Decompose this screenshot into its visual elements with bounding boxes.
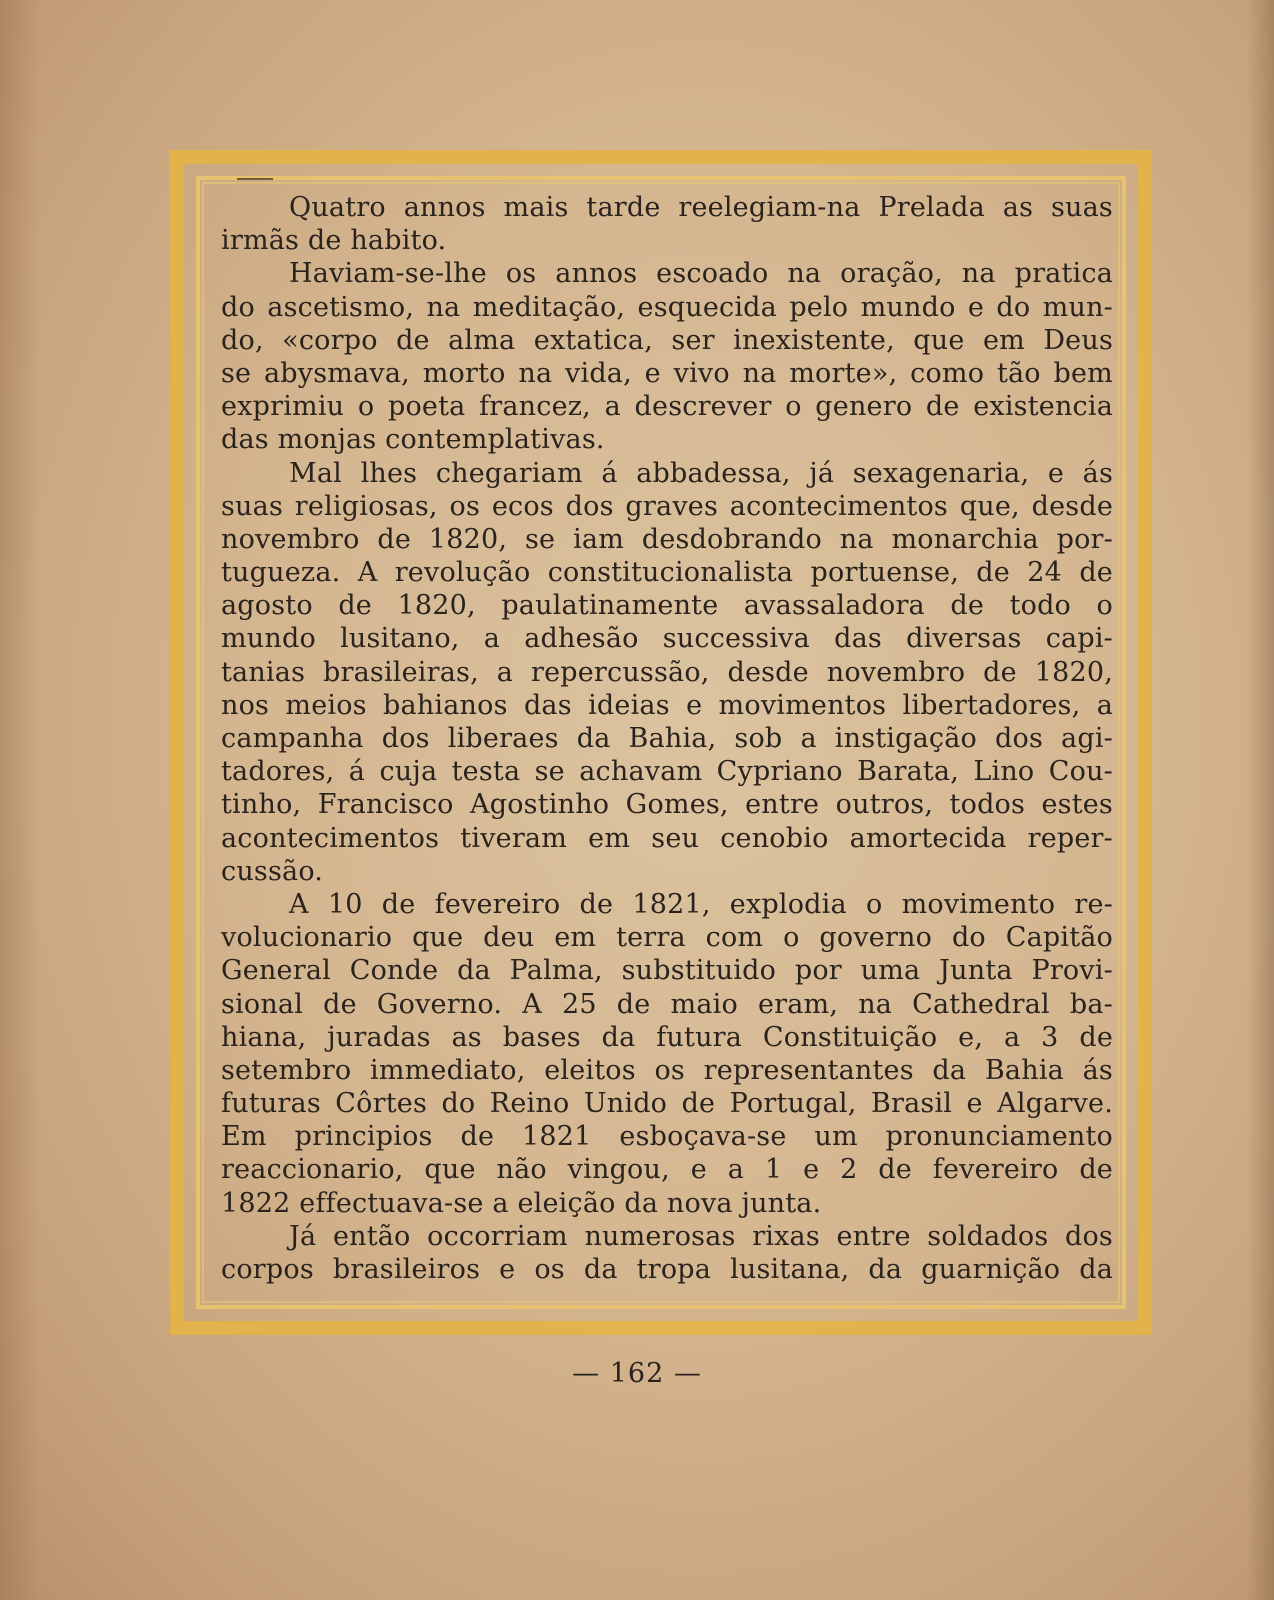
text-line: Quatro annos mais tarde reelegiam-na Prelada as suas [289, 192, 1113, 223]
text-line: irmãs de habito. [221, 225, 447, 257]
text-line: tugueza. A revolução constitucionalista portuense, de 24 de [221, 557, 1113, 589]
paragraph [221, 457, 1113, 888]
text-line: A 10 de fevereiro de 1821, explodia o movimento re- [289, 888, 1113, 920]
text-line: do ascetismo, na meditação, esquecida pelo mundo e do mun- [221, 291, 1113, 323]
text-line: 1822 effectuava-se a eleição da nova junta. [221, 1187, 822, 1219]
text-line: do, «corpo de alma extatica, ser inexistente, que em Deus [221, 324, 1113, 356]
text-line: suas religiosas, os ecos dos graves acontecimentos que, desde [221, 490, 1113, 522]
paragraph [221, 191, 1113, 257]
text-line: agosto de 1820, paulatinamente avassaladora de todo o [221, 590, 1113, 622]
body-text [221, 191, 1113, 1286]
paragraph [221, 888, 1113, 1220]
text-line: futuras Côrtes do Reino Unido de Portugal, Brasil e Algarve. [221, 1088, 1113, 1120]
paragraph [221, 1220, 1113, 1286]
text-line: tadores, á cuja testa se achavam Cypriano Barata, Lino Cou- [221, 756, 1113, 788]
text-line: exprimiu o poeta francez, a descrever o genero de existencia [221, 391, 1113, 423]
text-line: tinho, Francisco Agostinho Gomes, entre outros, todos estes [221, 789, 1113, 821]
text-line: mundo lusitano, a adhesão successiva das diversas capi- [221, 623, 1113, 655]
text-line: Haviam-se-lhe os annos escoado na oração, na pratica [289, 258, 1113, 290]
paragraph [221, 257, 1113, 456]
text-line: nos meios bahianos das ideias e movimentos libertadores, a [221, 689, 1113, 721]
text-line: acontecimentos tiveram em seu cenobio amortecida reper- [221, 822, 1113, 854]
text-line: campanha dos liberaes da Bahia, sob a instigação dos agi- [221, 723, 1113, 754]
page-number: — 162 — [572, 1358, 702, 1389]
text-line: reaccionario, que não vingou, e a 1 e 2 de fevereiro de [221, 1154, 1113, 1186]
text-line: hiana, juradas as bases da futura Constituição e, a 3 de [221, 1021, 1113, 1053]
text-line: sional de Governo. A 25 de maio eram, na Cathedral ba- [221, 988, 1113, 1020]
text-line: Mal lhes chegariam á abbadessa, já sexagenaria, e ás [289, 457, 1113, 489]
text-line: setembro immediato, eleitos os representantes da Bahia ás [221, 1054, 1113, 1086]
text-line: corpos brasileiros e os da tropa lusitana, da guarnição da [221, 1254, 1113, 1285]
text-line: cussão. [221, 855, 324, 887]
text-line: volucionario que deu em terra com o governo do Capitão [221, 922, 1113, 954]
text-line: das monjas contemplativas. [221, 424, 605, 456]
text-line: se abysmava, morto na vida, e vivo na morte», como tão bem [221, 357, 1113, 389]
text-line: novembro de 1820, se iam desdobrando na monarchia por- [221, 523, 1113, 555]
text-line: Já então occorriam numerosas rixas entre soldados dos [289, 1220, 1113, 1252]
printer-dash-mark [237, 178, 273, 180]
text-line: General Conde da Palma, substituido por uma Junta Provi- [221, 955, 1113, 987]
text-line: tanias brasileiras, a repercussão, desde novembro de 1820, [221, 656, 1113, 688]
text-line: Em principios de 1821 esboçava-se um pronunciamento [221, 1121, 1113, 1153]
